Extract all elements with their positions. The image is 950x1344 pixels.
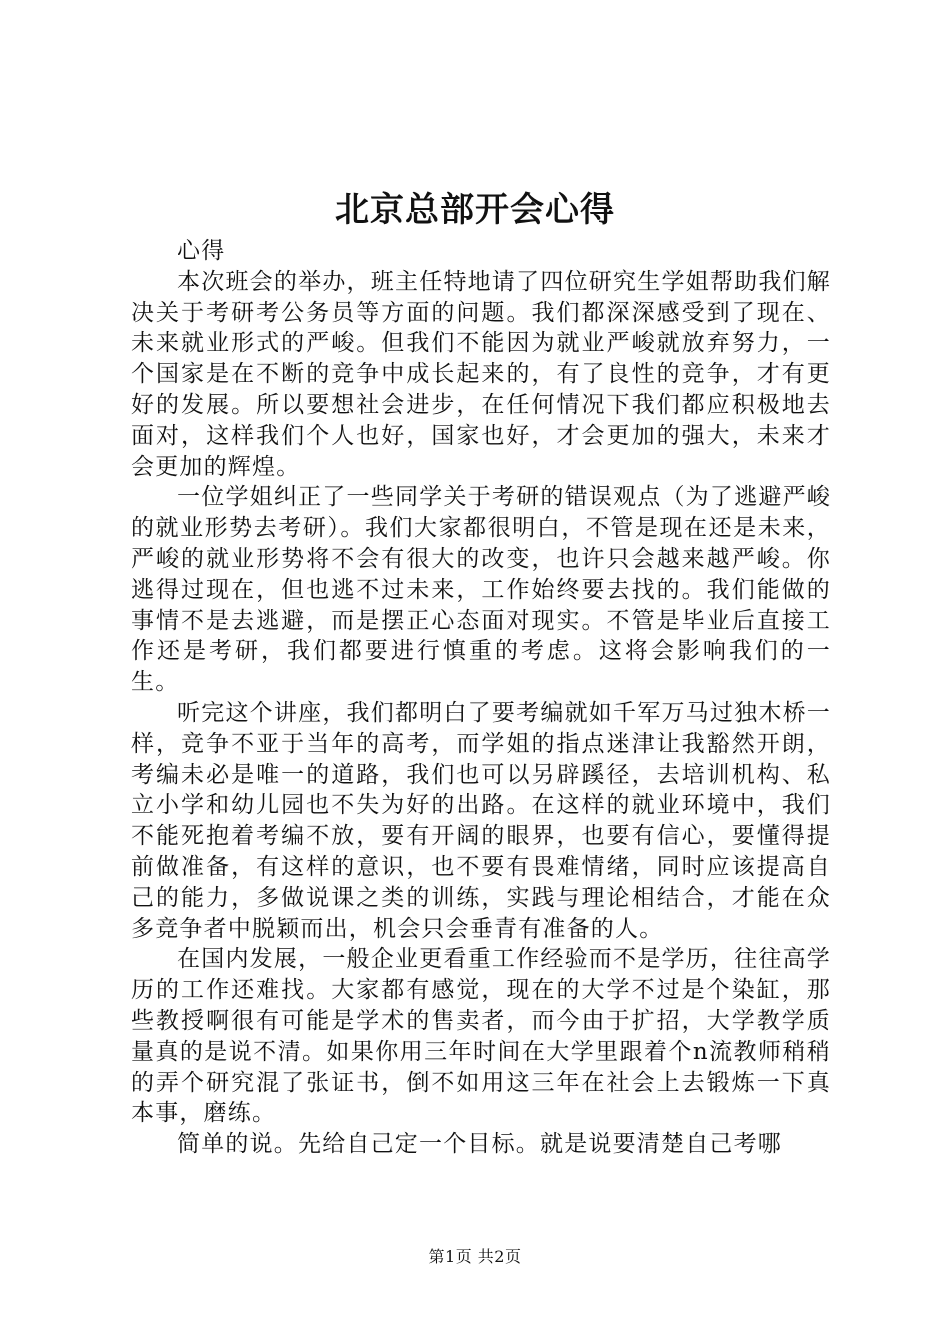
document-title: 北京总部开会心得 xyxy=(335,190,615,230)
paragraph: 简单的说。先给自己定一个目标。就是说要清楚自己考哪 xyxy=(177,1131,782,1158)
paragraph: 一位学姐纠正了一些同学关于考研的错误观点（为了逃避严峻的就业形势去考研）。我们大家都很明白，不管是现在还是未来，严峻的就业形势将不会有很大的改变，也许只会越来越严峻。你逃得过现在，但也逃不过未来，工作始终要去找的。我们能做的事情不是去逃避，而是摆正心态面对现实。不管是毕业后直接工作还是考研，我们都要进行慎重的考虑。这将会影响我们的一生。 xyxy=(131,484,831,696)
paragraph: 在国内发展，一般企业更看重工作经验而不是学历，往往高学历的工作还难找。大家都有感觉，现在的大学不过是个染缸，那些教授啊很有可能是学术的售卖者，而今由于扩招，大学教学质量真的是说不清。如果你用三年时间在大学里跟着个n流教师稍稍的弄个研究混了张证书，倒不如用这三年在社会上去锻炼一下真本事，磨练。 xyxy=(131,946,831,1127)
paragraph: 本次班会的举办，班主任特地请了四位研究生学姐帮助我们解决关于考研考公务员等方面的问题。我们都深深感受到了现在、未来就业形式的严峻。但我们不能因为就业严峻就放弃努力，一个国家是在不断的竞争中成长起来的，有了良性的竞争，才有更好的发展。所以要想社会进步，在任何情况下我们都应积极地去面对，这样我们个人也好，国家也好，才会更加的强大，未来才会更加的辉煌。 xyxy=(131,268,831,480)
page-footer: 第1页 共2页 xyxy=(428,1247,522,1266)
paragraph-heading: 心得 xyxy=(177,238,226,264)
document-body xyxy=(131,236,831,1160)
paragraph: 听完这个讲座，我们都明白了要考编就如千军万马过独木桥一样，竞争不亚于当年的高考，而学姐的指点迷津让我豁然开朗，考编未必是唯一的道路，我们也可以另辟蹊径，去培训机构、私立小学和幼儿园也不失为好的出路。在这样的就业环境中，我们不能死抱着考编不放，要有开阔的眼界，也要有信心，要懂得提前做准备，有这样的意识，也不要有畏难情绪，同时应该提高自己的能力，多做说课之类的训练，实践与理论相结合，才能在众多竞争者中脱颖而出，机会只会垂青有准备的人。 xyxy=(131,699,831,942)
